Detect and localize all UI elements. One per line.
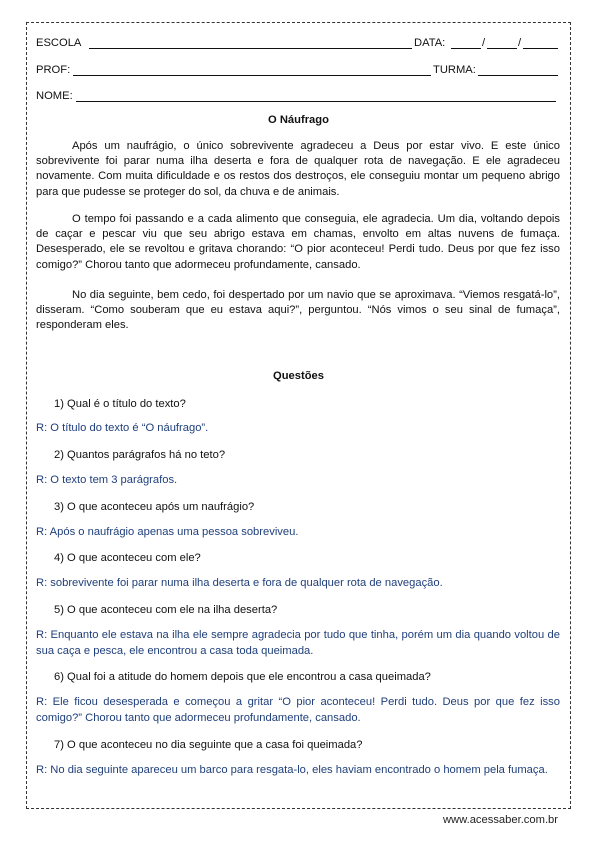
question-5: 5) O que aconteceu com ele na ilha deserta?	[54, 604, 278, 616]
story-paragraph: No dia seguinte, bem cedo, foi despertado por um navio que se aproximava. “Viemos resgatá-lo”, disseram. “Como souberam que eu estava aqui?”, perguntou. “Nós vimos o seu sinal de fumaça”, responderam eles.	[36, 289, 560, 332]
story-title: O Náufrago	[268, 114, 329, 126]
turma-field[interactable]	[478, 75, 558, 76]
question-4: 4) O que aconteceu com ele?	[54, 552, 201, 564]
answer-7: R: No dia seguinte apareceu um barco para resgata-lo, eles haviam encontrado o homem pela fumaça.	[36, 764, 548, 776]
question-6: 6) Qual foi a atitude do homem depois que ele encontrou a casa queimada?	[54, 671, 431, 683]
data-month-field[interactable]	[487, 48, 517, 49]
prof-label: PROF:	[36, 64, 71, 76]
data-year-field[interactable]	[523, 48, 558, 49]
nome-label: NOME:	[36, 90, 73, 102]
answer-4: R: sobrevivente foi parar numa ilha deserta e fora de qualquer rota de navegação.	[36, 577, 443, 589]
question-1: 1) Qual é o título do texto?	[54, 398, 186, 410]
nome-field[interactable]	[76, 101, 556, 102]
answer-6: R: Ele ficou desesperada e começou a gritar “O pior aconteceu! Perdi tudo. Deus por que fez isso comigo?” Chorou tanto que adormeceu profundamente, cansado.	[36, 696, 560, 724]
answer-2: R: O texto tem 3 parágrafos.	[36, 474, 178, 486]
data-label: DATA:	[414, 37, 446, 49]
turma-label: TURMA:	[433, 64, 476, 76]
questions-title: Questões	[273, 370, 324, 382]
answer-1: R: O título do texto é “O náufrago”.	[36, 422, 209, 434]
date-separator: /	[482, 37, 486, 49]
data-day-field[interactable]	[451, 48, 481, 49]
escola-field[interactable]	[89, 48, 412, 49]
escola-label: ESCOLA	[36, 37, 82, 49]
story-paragraph: Após um naufrágio, o único sobrevivente agradeceu a Deus por estar vivo. E este único sobrevivente foi parar numa ilha deserta e fora de qualquer rota de navegação. E ele agradeceu novamente. Com muita dificuldade e os restos dos destroços, ele conseguiu montar um pequeno abrigo para que pudesse se proteger do sol, da chuva e de animais.	[36, 140, 560, 198]
story-paragraph: O tempo foi passando e a cada alimento que conseguia, ele agradecia. Um dia, voltando depois de caçar e pescar viu que seu abrigo estava em chamas, envolto em altas nuvens de fumaça. Desesperado, ele se revoltou e gritava chorando: “O pior aconteceu! Perdi tudo. Deus por que fez isso comigo?” Chorou tanto que adormeceu profundamente, cansado.	[36, 213, 560, 271]
date-separator: /	[518, 37, 522, 49]
answer-3: R: Após o naufrágio apenas uma pessoa sobreviveu.	[36, 526, 299, 538]
answer-5: R: Enquanto ele estava na ilha ele sempre agradecia por tudo que tinha, porém um dia quando voltou de sua caça e pesca, ele encontrou a casa toda queimada.	[36, 629, 560, 657]
prof-field[interactable]	[73, 75, 431, 76]
question-2: 2) Quantos parágrafos há no teto?	[54, 449, 226, 461]
footer-site-link[interactable]: www.acessaber.com.br	[442, 814, 558, 826]
question-3: 3) O que aconteceu após um naufrágio?	[54, 501, 255, 513]
question-7: 7) O que aconteceu no dia seguinte que a casa foi queimada?	[54, 739, 363, 751]
